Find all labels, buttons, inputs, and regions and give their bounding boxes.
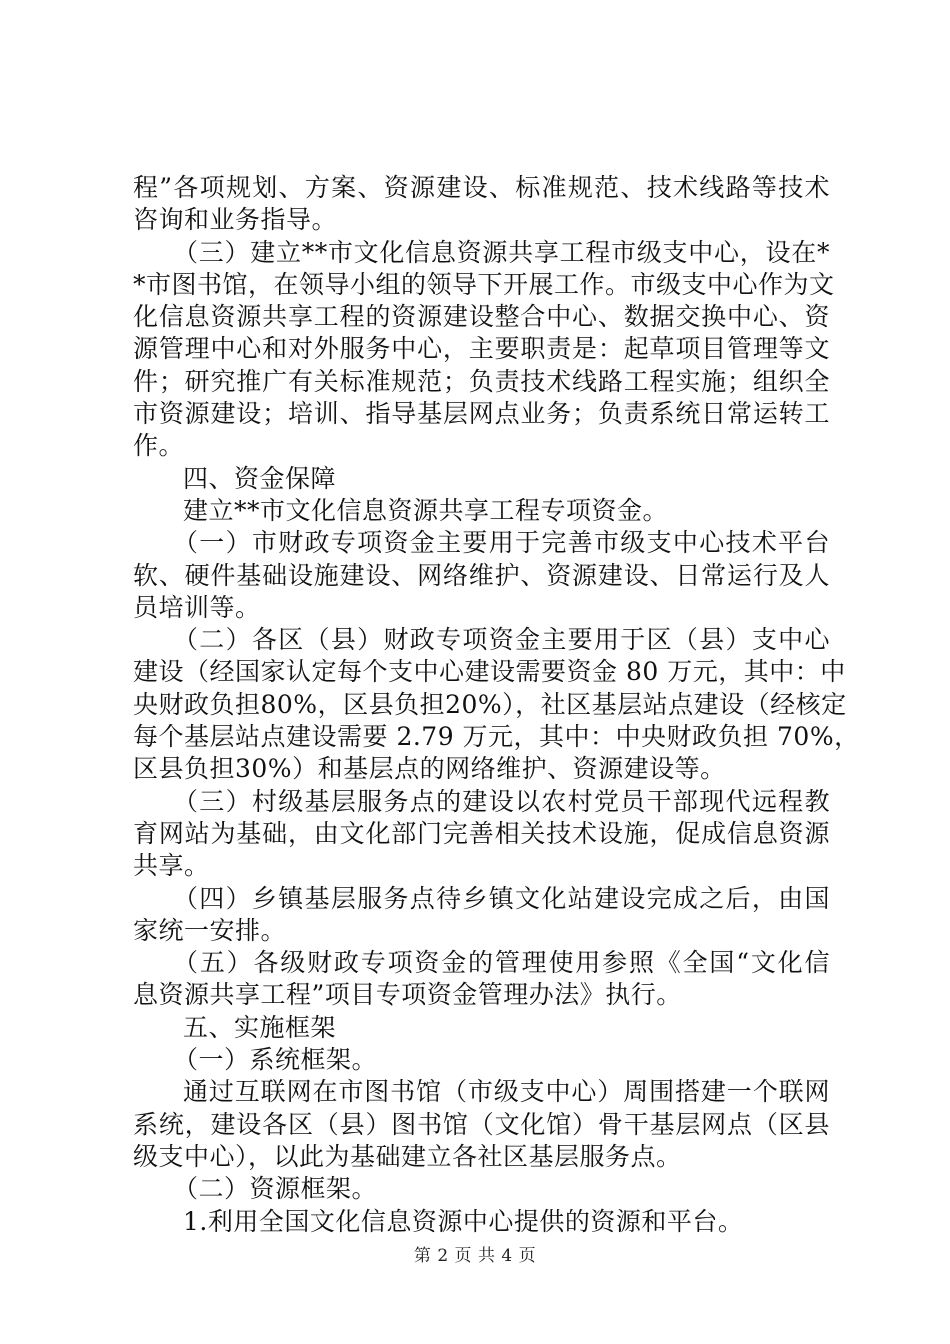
- section-heading: 五、实施框架: [183, 1012, 337, 1042]
- text-line: 家统一安排。: [133, 915, 287, 945]
- subsection-heading: （一）系统框架。: [173, 1045, 378, 1075]
- text-line: *市图书馆，在领导小组的领导下开展工作。市级支中心作为文: [133, 269, 835, 299]
- text-line: 件；研究推广有关标准规范；负责技术线路工程实施；组织全: [133, 366, 830, 396]
- text-line: 系统，建设各区（县）图书馆（文化馆）骨干基层网点（区县: [133, 1109, 830, 1139]
- text-line: 源管理中心和对外服务中心，主要职责是：起草项目管理等文: [133, 334, 830, 364]
- text-line: 程”各项规划、方案、资源建设、标准规范、技术线路等技术: [133, 173, 830, 202]
- text-line: 1.利用全国文化信息资源中心提供的资源和平台。: [183, 1206, 744, 1236]
- text-line: （五）各级财政专项资金的管理使用参照《全国“文化信: [173, 948, 830, 978]
- text-line: 通过互联网在市图书馆（市级支中心）周围搭建一个联网: [183, 1077, 830, 1107]
- text-line: 咨询和业务指导。: [133, 205, 338, 235]
- text-line: 软、硬件基础设施建设、网络维护、资源建设、日常运行及人: [133, 560, 830, 590]
- text-line: （四）乡镇基层服务点待乡镇文化站建设完成之后，由国: [173, 883, 830, 913]
- text-line: 化信息资源共享工程的资源建设整合中心、数据交换中心、资: [133, 302, 830, 332]
- text-line: （一）市财政专项资金主要用于完善市级支中心技术平台: [173, 528, 830, 558]
- text-line: 建设（经国家认定每个支中心建设需要资金 80 万元，其中：中: [133, 657, 846, 687]
- text-line: 级支中心），以此为基础建立各社区基层服务点。: [133, 1141, 682, 1171]
- text-line: 作。: [133, 431, 185, 461]
- section-heading: 四、资金保障: [183, 463, 337, 493]
- text-line: 员培训等。: [133, 592, 261, 622]
- document-body: [133, 172, 860, 1238]
- text-line: 建立**市文化信息资源共享工程专项资金。: [183, 495, 669, 525]
- text-line: （三）村级基层服务点的建设以农村党员干部现代远程教: [173, 786, 830, 816]
- text-line: （二）各区（县）财政专项资金主要用于区（县）支中心: [173, 625, 830, 655]
- text-line: 育网站为基础，由文化部门完善相关技术设施，促成信息资源: [133, 818, 830, 848]
- text-line: （三）建立**市文化信息资源共享工程市级支中心，设在*: [173, 237, 830, 267]
- page-number-footer: 第 2 页 共 4 页: [413, 1246, 537, 1266]
- text-line: 每个基层站点建设需要 2.79 万元，其中：中央财政负担 70%，: [133, 722, 860, 752]
- text-line: 息资源共享工程”项目专项资金管理办法》执行。: [133, 980, 682, 1010]
- text-line: 共享。: [133, 851, 210, 881]
- subsection-heading: （二）资源框架。: [173, 1174, 378, 1204]
- text-line: 区县负担30%）和基层点的网络维护、资源建设等。: [133, 754, 726, 784]
- text-line: 市资源建设；培训、指导基层网点业务；负责系统日常运转工: [133, 399, 830, 429]
- text-line: 央财政负担80%，区县负担20%），社区基层站点建设（经核定: [133, 689, 847, 719]
